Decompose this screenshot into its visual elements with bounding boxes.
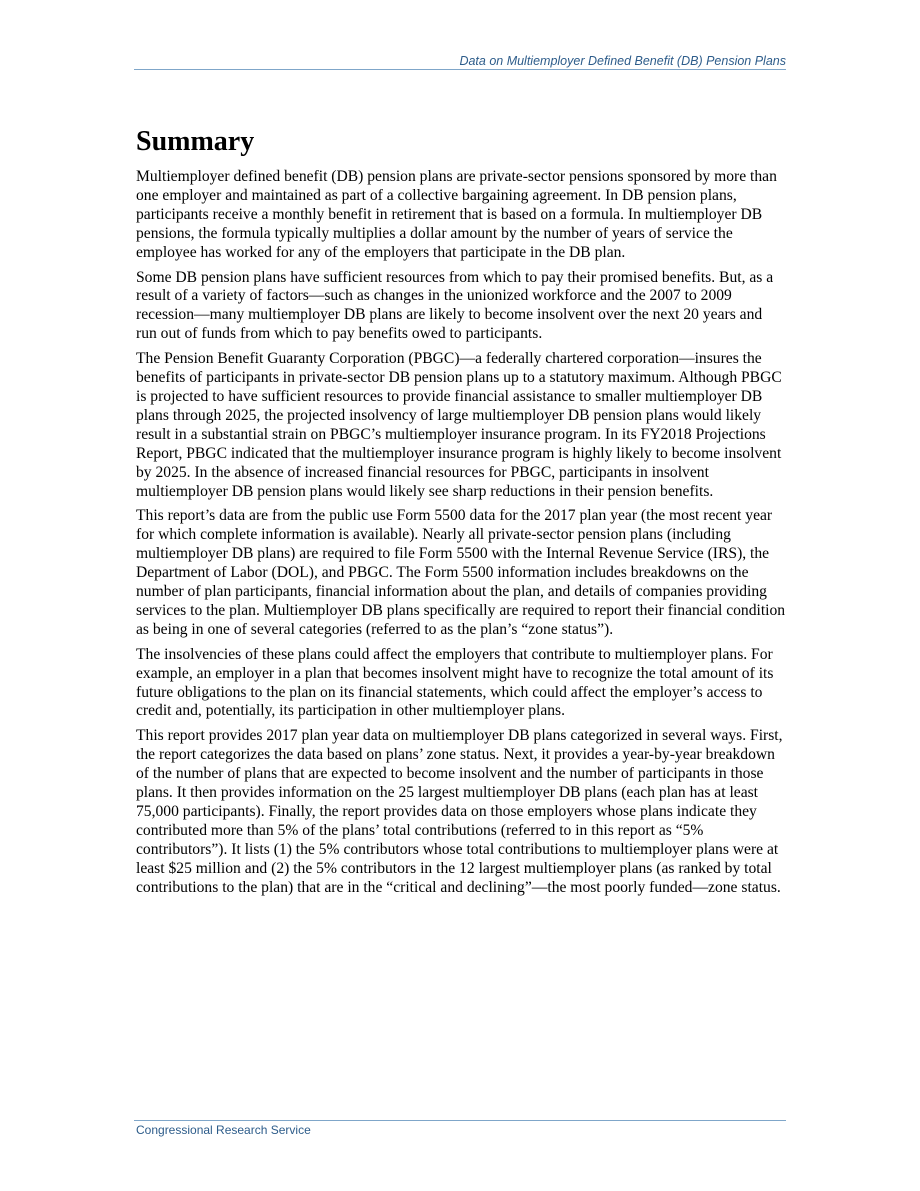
- paragraph-5: The insolvencies of these plans could affect the employers that contribute to multiemployer plans. For example, an employer in a plan that becomes insolvent might have to recognize the total amount of its future obligations to the plan on its financial statements, which could affect the employer’s access to credit and, potentially, its participation in other multiemployer plans.: [136, 645, 774, 720]
- paragraph-3: The Pension Benefit Guaranty Corporation (PBGC)—a federally chartered corporation—insures the benefits of participants in private-sector DB pension plans up to a statutory maximum. Although PBGC is projected to have sufficient resources to provide financial assistance to smaller multiemployer DB plans through 2025, the projected insolvency of large multiemployer DB pension plans would likely result in a substantial strain on PBGC’s multiemployer insurance program. In its FY2018 Projections Report, PBGC indicated that the multiemployer insurance program is highly likely to become insolvent by 2025. In the absence of increased financial resources for PBGC, participants in insolvent multiemployer DB pension plans would likely see sharp reductions in their pension benefits.: [136, 350, 782, 500]
- paragraph-1: Multiemployer defined benefit (DB) pension plans are private-sector pensions sponsored by more than one employer and maintained as part of a collective bargaining agreement. In DB pension plans, participants receive a monthly benefit in retirement that is based on a formula. In multiemployer DB pensions, the formula typically multiplies a dollar amount by the number of years of service the employee has worked for any of the employers that participate in the DB plan.: [136, 168, 777, 261]
- running-header: Data on Multiemployer Defined Benefit (DB) Pension Plans: [459, 54, 786, 68]
- section-title: Summary: [136, 126, 255, 157]
- header-rule: [134, 69, 786, 70]
- paragraph-4: This report’s data are from the public use Form 5500 data for the 2017 plan year (the most recent year for which complete information is available). Nearly all private-sector pension plans (including multiemployer DB plans) are required to file Form 5500 with the Internal Revenue Service (IRS), the Department of Labor (DOL), and PBGC. The Form 5500 information includes breakdowns on the number of plan participants, financial information about the plan, and details of companies providing services to the plan. Multiemployer DB plans specifically are required to report their financial condition as being in one of several categories (referred to as the plan’s “zone status”).: [136, 507, 786, 638]
- paragraph-2: Some DB pension plans have sufficient resources from which to pay their promised benefits. But, as a result of a variety of factors—such as changes in the unionized workforce and the 2007 to 2009 recession—many multiemployer DB plans are likely to become insolvent over the next 20 years and run out of funds from which to pay benefits owed to participants.: [136, 268, 774, 343]
- summary-section: [136, 124, 786, 904]
- footer-rule: [134, 1120, 786, 1121]
- paragraph-6: This report provides 2017 plan year data on multiemployer DB plans categorized in several ways. First, the report categorizes the data based on plans’ zone status. Next, it provides a year-by-year breakdown of the number of plans that are expected to become insolvent and the number of participants in those plans. It then provides information on the 25 largest multiemployer DB plans (each plan has at least 75,000 participants). Finally, the report provides data on those employers whose plans indicate they contributed more than 5% of the plans’ total contributions (referred to in this report as “5% contributors”). It lists (1) the 5% contributors whose total contributions to multiemployer plans were at least $25 million and (2) the 5% contributors in the 12 largest multiemployer plans (as ranked by total contributions to the plan) that are in the “critical and declining”—the most poorly funded—zone status.: [136, 727, 783, 896]
- running-footer: Congressional Research Service: [136, 1123, 311, 1137]
